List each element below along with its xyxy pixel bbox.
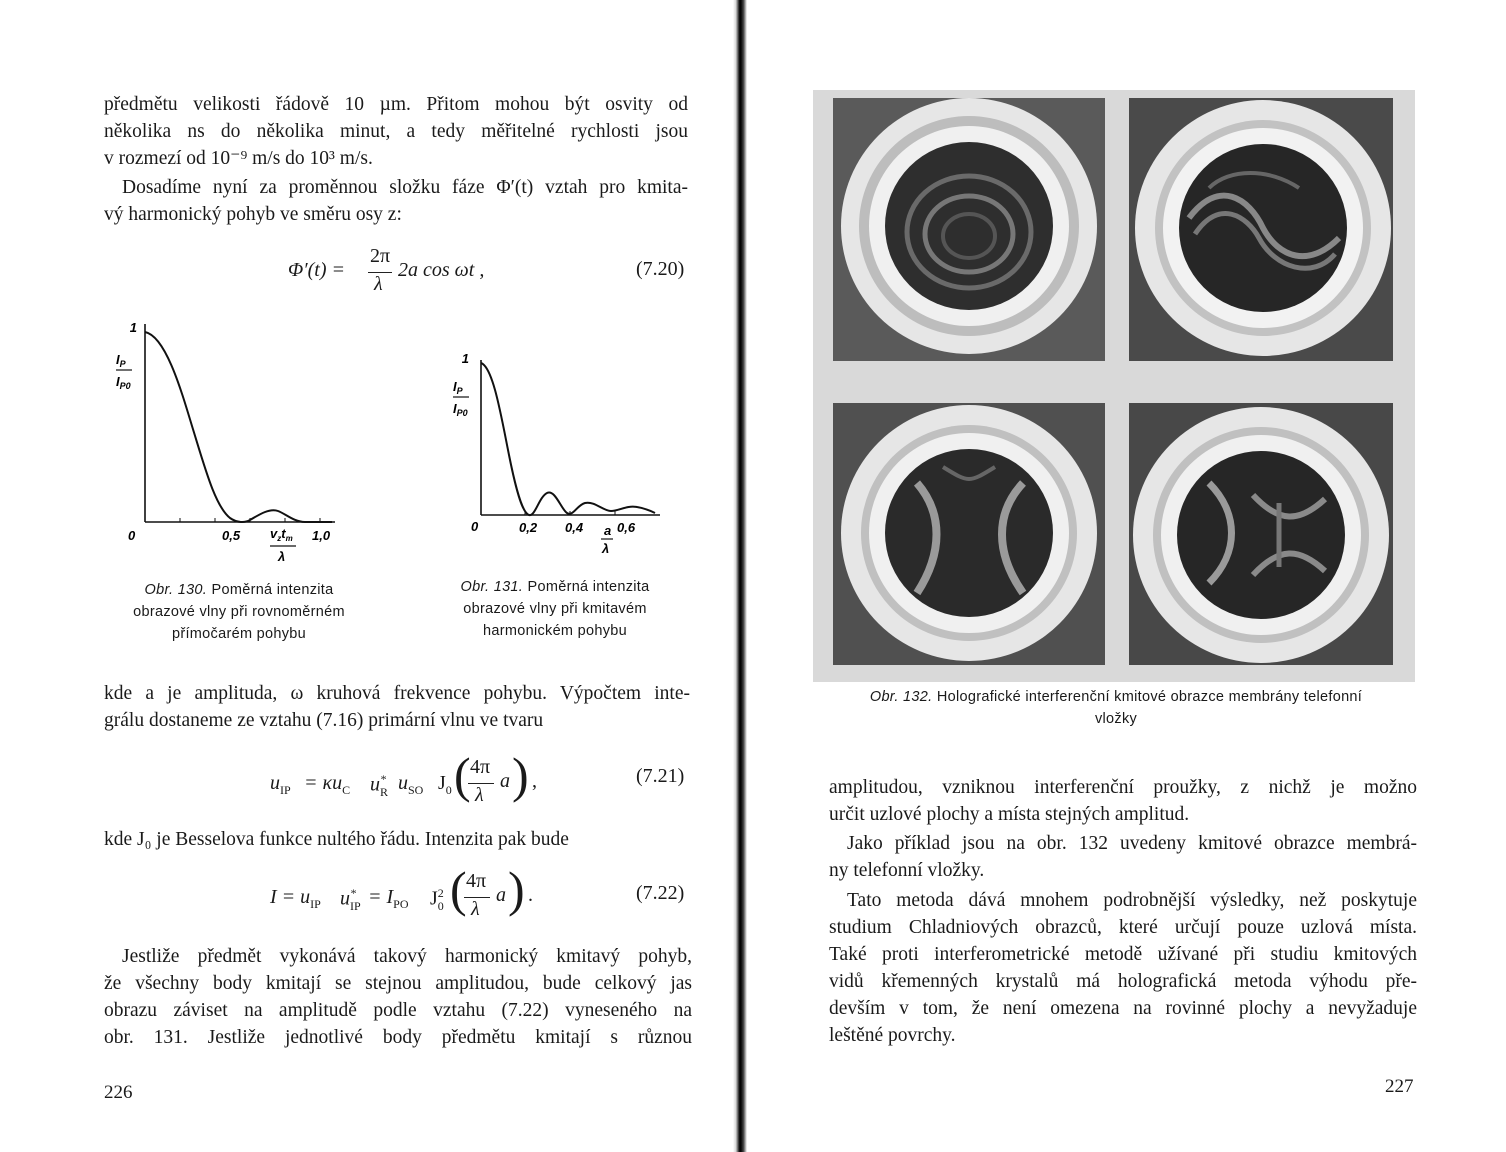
hologram-image: [1129, 403, 1393, 665]
intensity-curve: [145, 332, 332, 522]
text-line: Také proti interferometrické metodě užívané při studiu kmitových: [829, 944, 1417, 965]
text-line: že všechny body kmitají se stejnou amplitudou, bude celkový jas: [104, 973, 692, 994]
caption-text: Holografické interferenční kmitové obrazce membrány telefonní: [936, 689, 1363, 705]
caption-line: obrazové vlny při kmitavém: [463, 601, 647, 617]
right-paragraph-3: [829, 887, 1417, 1049]
equation-number-7-22: (7.22): [636, 882, 685, 904]
x-zero-label: 0: [128, 528, 136, 543]
text-line: amplitudou, vzniknou interferenční proužky, z nichž je možno: [829, 777, 1417, 798]
figure-131-plot: [445, 345, 675, 575]
eq-fraction-den: λ: [475, 784, 484, 806]
page-number: 226: [104, 1082, 133, 1103]
caption-text: Poměrná intenzita: [211, 582, 334, 598]
eq-arg: a: [496, 884, 506, 906]
text-line: kde a je amplituda, ω kruhová frekvence pohybu. Výpočtem inte-: [104, 683, 690, 704]
eq-fraction-num: 2π: [370, 245, 391, 267]
caption-line: obrazové vlny při rovnoměrném: [133, 604, 345, 620]
eq-lhs: Φ′(t) =: [288, 259, 345, 281]
eq-fraction-num: 4π: [466, 870, 487, 892]
left-paragraph-3: [104, 680, 690, 734]
left-paragraph-4: [104, 826, 664, 853]
eq-uip: $u^*_{IP}$: [340, 886, 361, 913]
hologram-image: [833, 98, 1105, 361]
x-tick-label: 1,0: [312, 528, 331, 543]
eq-bessel: $J_0$: [438, 772, 452, 797]
figure-132-holograms: [813, 90, 1415, 682]
caption-line: vložky: [1094, 711, 1138, 727]
left-paragraph-2: [104, 174, 688, 228]
figure-130-plot: [110, 316, 350, 576]
right-page: [745, 0, 1506, 1152]
text-line: studium Chladniových obrazců, které určují pouze uzlová místa.: [829, 917, 1417, 938]
caption-line: [104, 579, 374, 601]
caption-label: Obr. 131.: [460, 579, 524, 595]
equation-number-7-21: (7.21): [636, 765, 685, 787]
text-line: Tato metoda dává mnohem podrobnější výsledky, než poskytuje: [847, 890, 1417, 911]
caption-line: [813, 686, 1419, 708]
x-tick-label: 0,5: [222, 528, 241, 543]
y-label-bottom: $I_{P0}$: [453, 401, 468, 418]
eq-mid: = $I_{PO}$: [368, 886, 409, 911]
eq-fraction-den: λ: [471, 898, 480, 920]
text-line: vidů křemenných krystalů má holografická metoda výhodu pře-: [829, 971, 1417, 992]
x-zero-label: 0: [471, 519, 479, 534]
hologram-image: [1129, 98, 1393, 361]
caption-text: Poměrná intenzita: [527, 579, 650, 595]
caption-label: Obr. 132.: [869, 689, 933, 705]
x-axis-label-den: λ: [602, 541, 610, 556]
text-line: kde J₀ je Besselova funkce nultého řádu. Intenzita pak bude: [104, 829, 569, 850]
figure-132-caption: [813, 686, 1419, 730]
eq-arg: a: [500, 770, 510, 792]
x-tick-label: 0,2: [519, 520, 538, 535]
eq-fraction-den: λ: [374, 273, 383, 295]
y-label-bottom: $I_{P0}$: [116, 374, 131, 391]
y-label-top: $I_P$: [453, 379, 463, 396]
caption-line: přímočarém pohybu: [171, 626, 307, 642]
eq-lhs: $I = u_{IP}$: [270, 886, 321, 911]
text-line: devším v tom, že není omezena na rovinné plochy a nevyžaduje: [829, 998, 1417, 1019]
text-line: ny telefonní vložky.: [829, 860, 985, 881]
equation-7-21: [270, 747, 550, 810]
figure-131-caption: [420, 576, 690, 642]
text-line: grálu dostaneme ze vztahu (7.16) primární vlnu ve tvaru: [104, 710, 544, 731]
right-paragraph-2: [829, 830, 1417, 884]
x-tick-label: 0,6: [617, 520, 636, 535]
text-line: v rozmezí od 10⁻⁹ m/s do 10³ m/s.: [104, 148, 373, 169]
text-line: Jako příklad jsou na obr. 132 uvedeny kmitové obrazce membrá-: [847, 833, 1417, 854]
text-line: Dosadíme nyní za proměnnou složku fáze Φ′(t) vztah pro kmita-: [122, 177, 688, 198]
eq-fraction-num: 4π: [470, 756, 491, 778]
text-line: leštěné povrchy.: [829, 1025, 956, 1046]
caption-line: harmonickém pohybu: [482, 623, 628, 639]
intensity-curve: [481, 363, 655, 515]
y-label-top: $I_P$: [116, 352, 126, 369]
right-paren: ): [512, 747, 529, 803]
text-line: několika ns do několika minut, a tedy měřitelné rychlosti jsou: [104, 121, 688, 142]
left-paren: (: [450, 861, 467, 917]
text-line: Jestliže předmět vykonává takový harmonický kmitavý pohyb,: [122, 946, 692, 967]
figure-130-caption: [104, 579, 374, 645]
text-line: určit uzlové plochy a místa stejných amplitud.: [829, 804, 1190, 825]
equation-7-22: [270, 861, 550, 926]
right-paren: ): [508, 861, 525, 917]
left-page: [0, 0, 735, 1152]
eq-bessel: $J^2_0$: [430, 886, 444, 913]
eq-tail: .: [528, 884, 533, 906]
x-axis-label-num: $v_zt_m$: [270, 526, 293, 543]
text-line: vý harmonický pohyb ve směru osy z:: [104, 204, 402, 225]
equation-number-7-20: (7.20): [636, 258, 685, 280]
y-one-label: 1: [129, 320, 137, 335]
eq-uso: $u_{SO}$: [398, 772, 424, 797]
eq-mid: = $\kappa u_C$: [304, 772, 351, 797]
x-axis-label-den: λ: [278, 549, 286, 564]
left-paragraph-5: [104, 943, 692, 1051]
eq-lhs: $u_{IP}$: [270, 772, 291, 797]
page-number: 227: [1385, 1076, 1414, 1097]
caption-line: [420, 576, 690, 598]
text-line: předmětu velikosti řádově 10 µm. Přitom mohou být osvity od: [104, 94, 688, 115]
eq-ur: $u^*_R$: [370, 772, 389, 799]
x-axis-label-num: a: [604, 523, 612, 538]
text-line: obrazu záviset na amplitudě podle vztahu (7.22) vyneseného na: [104, 1000, 692, 1021]
text-line: obr. 131. Jestliže jednotlivé body předmětu kmitají s různou: [104, 1027, 692, 1048]
hologram-image: [833, 403, 1105, 665]
left-paragraph-1: [104, 91, 688, 172]
right-paragraph-1: [829, 774, 1417, 828]
eq-rhs: 2a cos ωt ,: [398, 259, 485, 281]
caption-label: Obr. 130.: [144, 582, 208, 598]
x-tick-label: 0,4: [565, 520, 584, 535]
left-paren: (: [454, 747, 471, 803]
eq-tail: ,: [532, 770, 537, 792]
y-one-label: 1: [461, 351, 469, 366]
